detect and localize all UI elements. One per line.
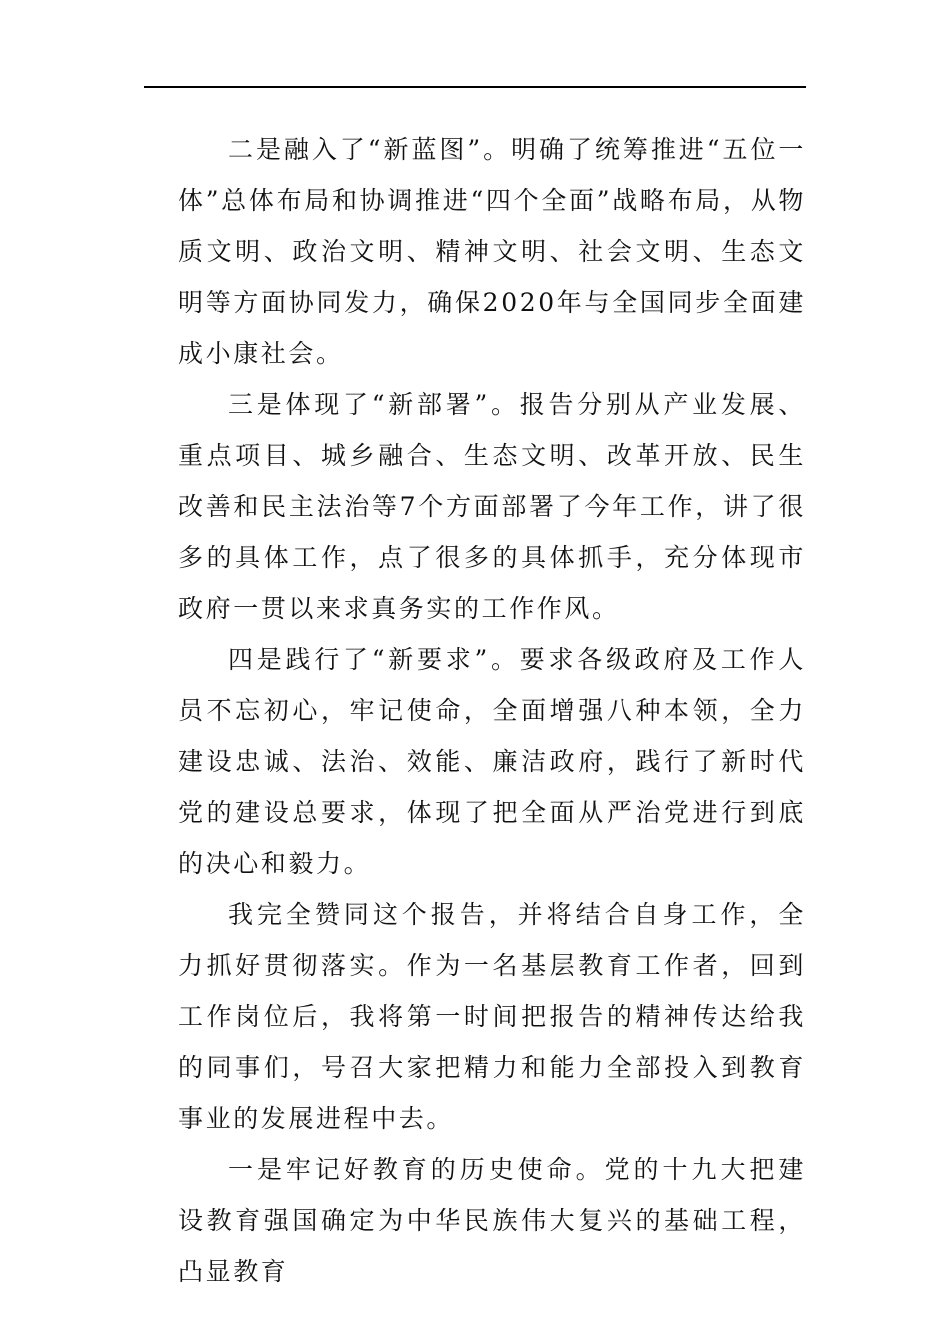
header-rule bbox=[144, 86, 806, 88]
paragraph: 一是牢记好教育的历史使命。党的十九大把建设教育强国确定为中华民族伟大复兴的基础工程，凸显教育 bbox=[178, 1155, 806, 1286]
paragraph: 四是践行了“新要求”。要求各级政府及工作人员不忘初心，牢记使命，全面增强八种本领，全力建设忠诚、法治、效能、廉洁政府，践行了新时代党的建设总要求，体现了把全面从严治党进行到底的决心和毅力。 bbox=[178, 645, 806, 878]
paragraph: 三是体现了“新部署”。报告分别从产业发展、重点项目、城乡融合、生态文明、改革开放、民生改善和民主法治等7个方面部署了今年工作，讲了很多的具体工作，点了很多的具体抓手，充分体现市政府一贯以来求真务实的工作作风。 bbox=[178, 390, 806, 623]
document-body bbox=[178, 124, 806, 1297]
paragraph: 我完全赞同这个报告，并将结合自身工作，全力抓好贯彻落实。作为一名基层教育工作者，回到工作岗位后，我将第一时间把报告的精神传达给我的同事们，号召大家把精力和能力全部投入到教育事业的发展进程中去。 bbox=[178, 900, 806, 1133]
paragraph: 二是融入了“新蓝图”。明确了统筹推进“五位一体”总体布局和协调推进“四个全面”战略布局，从物质文明、政治文明、精神文明、社会文明、生态文明等方面协同发力，确保2020年与全国同步全面建成小康社会。 bbox=[178, 135, 806, 368]
